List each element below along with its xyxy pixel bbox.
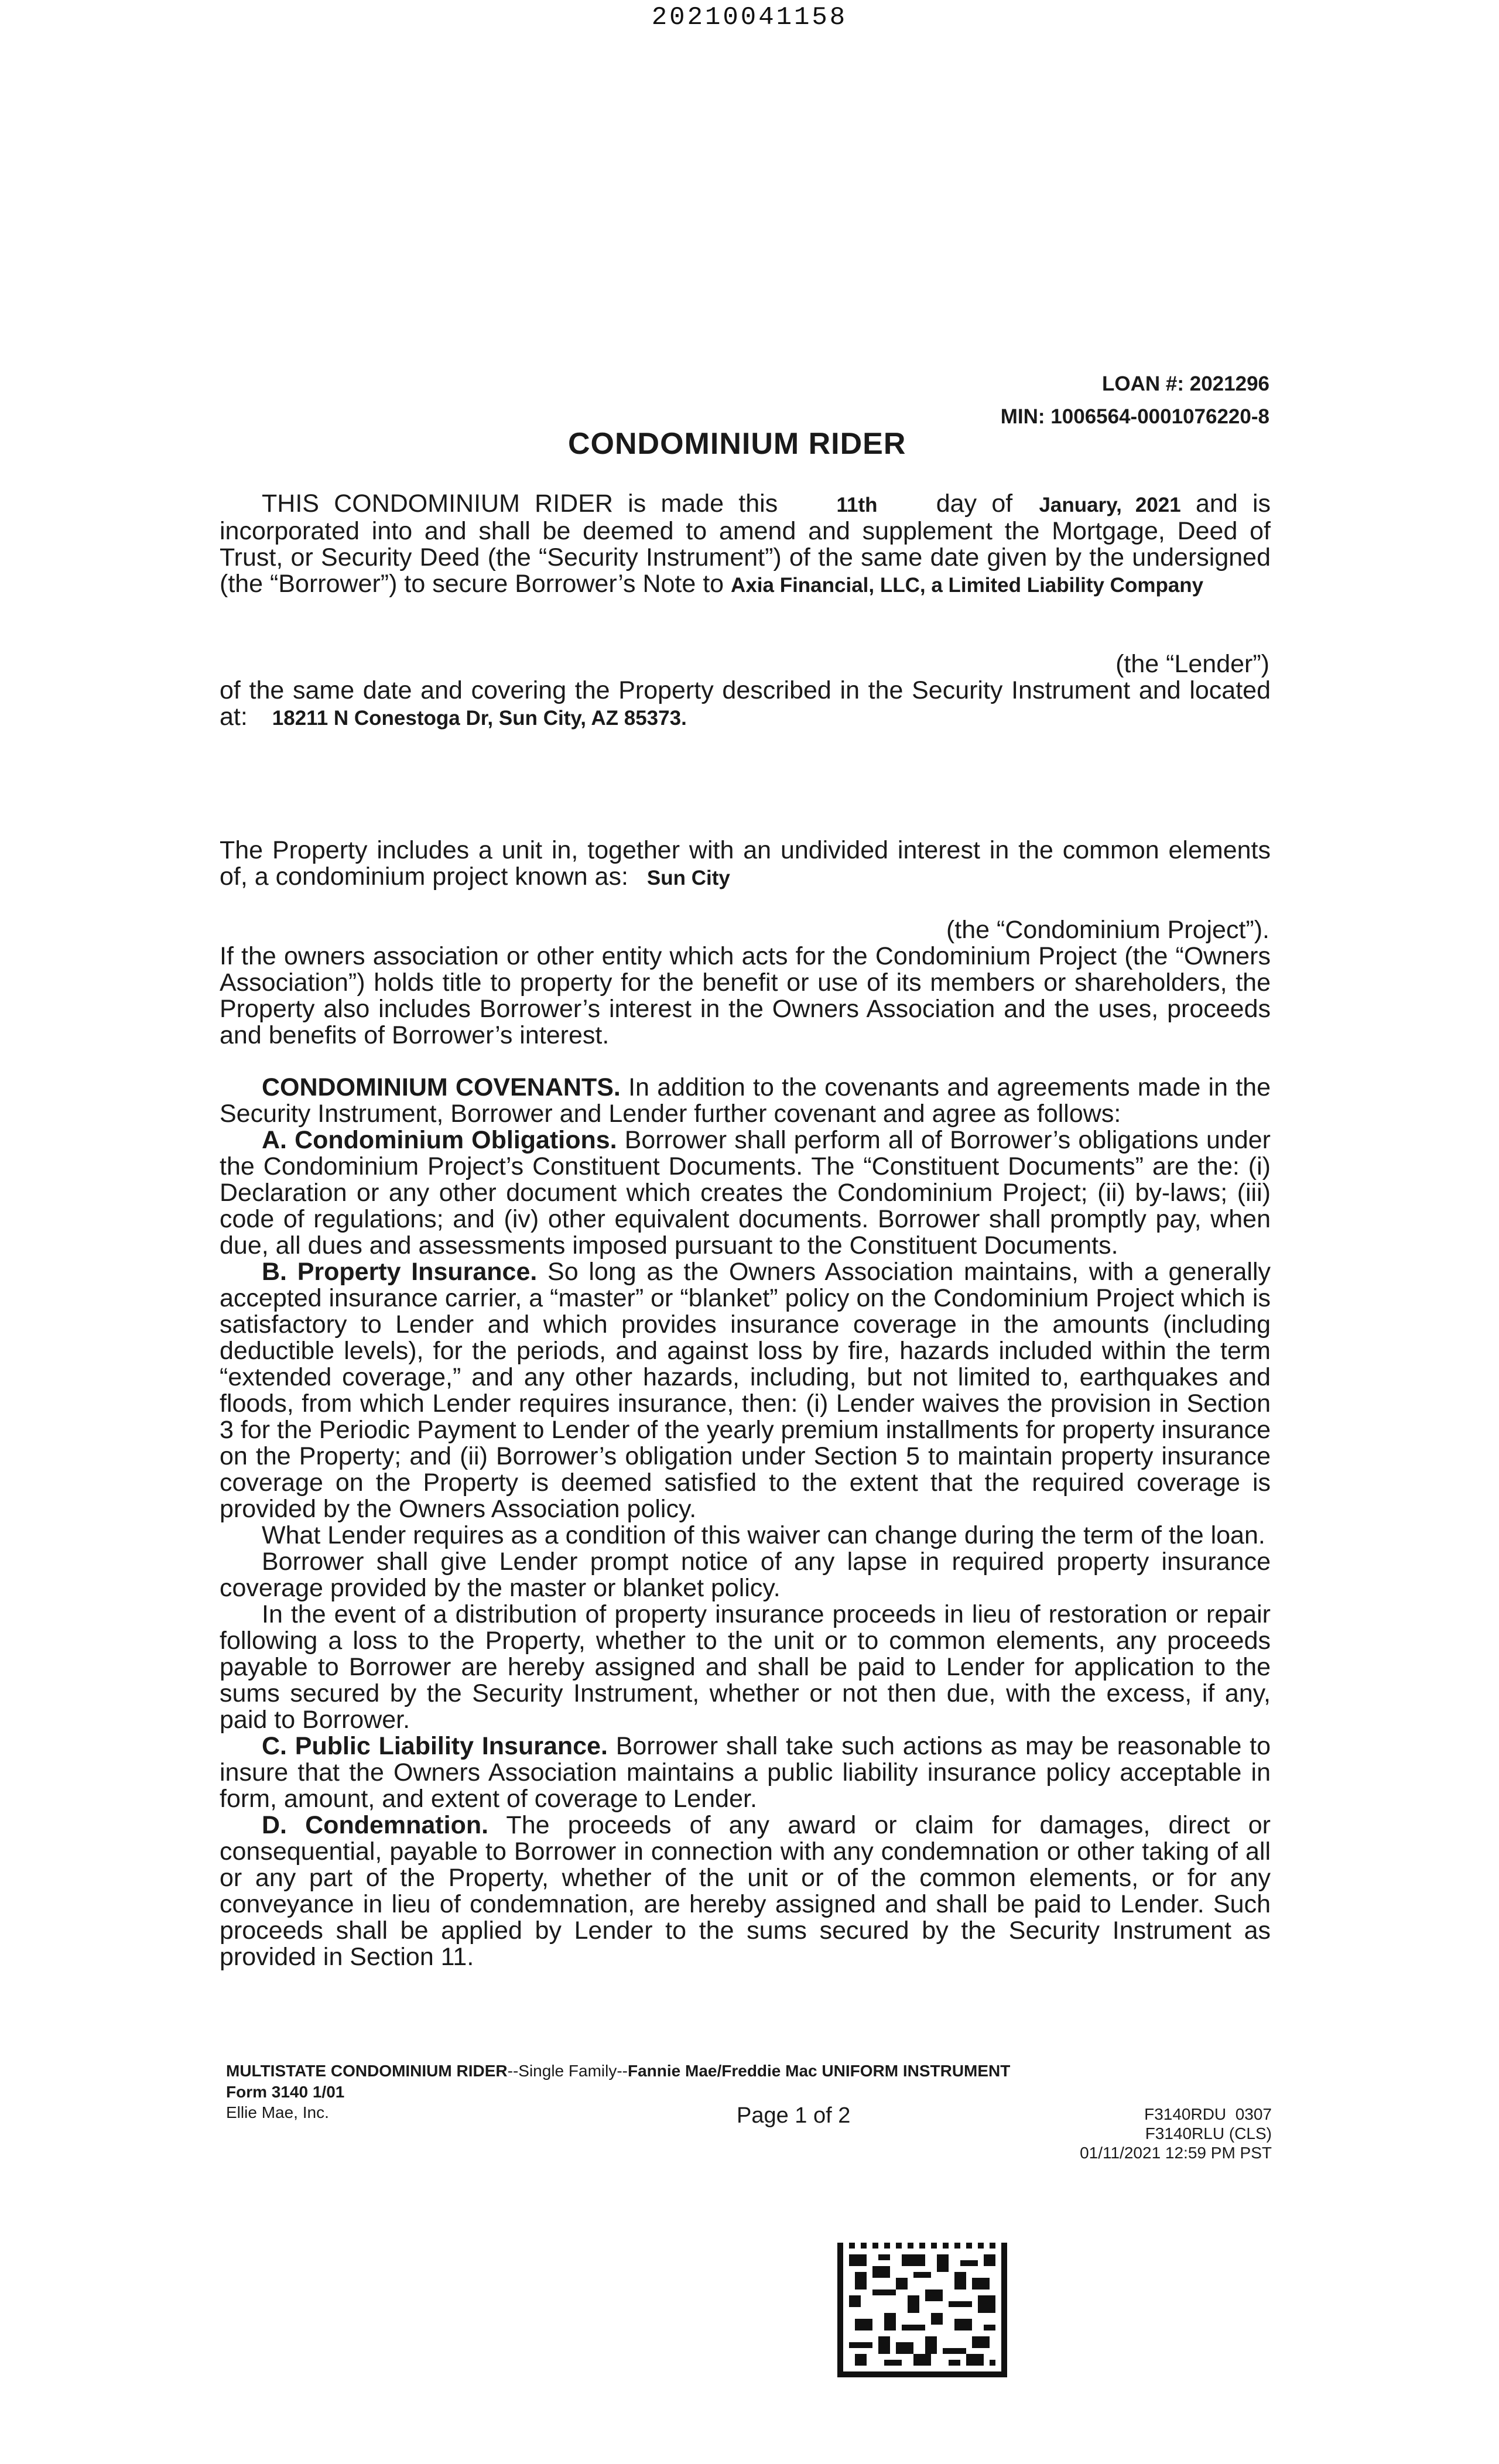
location-paragraph <box>220 677 1271 731</box>
location-text: of the same date and covering the Property described in the Security Instrument and located at: <box>220 676 1271 731</box>
footer-code-1: F3140RDU 0307 <box>1144 2105 1272 2123</box>
month-year-field: January, 2021 <box>1039 494 1181 516</box>
covenant-b <box>220 1259 1271 1522</box>
property-text: The Property includes a unit in, together with an undivided interest in the common elements of, a condominium project known as: <box>220 836 1271 891</box>
covenant-b-distribution-text: In the event of a distribution of property insurance proceeds in lieu of restoration or repair following a loss to the Property, whether to the unit or to common elements, any proceeds payable to Borrower are hereby assigned and shall be paid to Lender for application to the sums secured by the Security Instrument, whether or not then due, with the excess, if any, paid to Borrower. <box>220 1600 1271 1734</box>
covenants-intro <box>220 1074 1271 1127</box>
footer-codes <box>1080 2104 1272 2162</box>
covenant-b-notice <box>220 1549 1271 1601</box>
footer-form-line <box>226 2061 1280 2080</box>
covenant-a-text: Borrower shall perform all of Borrower’s obligations under the Condominium Project’s Constituent Documents. The “Constituent Documents” are the: (i) Declaration or any other document which creates the Condominium Project; (ii) by-laws; (iii) code of regulations; and (iv) other equivalent documents. Borrower shall promptly pay, when due, all dues and assessments imposed pursuant to the Constituent Documents. <box>220 1126 1271 1260</box>
covenants-heading: CONDOMINIUM COVENANTS. <box>262 1073 621 1101</box>
covenant-c-text: Borrower shall take such actions as may be reasonable to insure that the Owners Association maintains a public liability insurance policy acceptable in form, amount, and extent of coverage to Lender. <box>220 1732 1271 1813</box>
day-field: 11th <box>836 494 878 516</box>
footer-company: Ellie Mae, Inc. <box>226 2103 329 2121</box>
address-field: 18211 N Conestoga Dr, Sun City, AZ 85373. <box>272 707 687 730</box>
covenant-a-heading: A. Condominium Obligations. <box>262 1126 617 1154</box>
covenant-d-text: The proceeds of any award or claim for damages, direct or consequential, payable to Borrower in connection with any condemnation or other taking of all or any part of the Property, whether of the unit or of the common elements, or for any conveyance in lieu of condemnation, are hereby assigned and shall be paid to Lender. Such proceeds shall be applied by Lender to the sums secured by the Security Instrument as provided in Section 11. <box>220 1811 1271 1971</box>
page-number: Page 1 of 2 <box>737 2103 851 2128</box>
covenant-a <box>220 1127 1271 1259</box>
lender-label: (the “Lender”) <box>1115 650 1269 678</box>
footer-code-2: F3140RLU (CLS) <box>1145 2124 1272 2143</box>
covenant-d-heading: D. Condemnation. <box>262 1811 489 1839</box>
intro-text-1: THIS CONDOMINIUM RIDER is made this <box>262 490 778 518</box>
barcode-icon <box>837 2243 1007 2377</box>
covenant-b-distribution <box>220 1601 1271 1733</box>
project-label: (the “Condominium Project”). <box>946 916 1269 944</box>
covenant-c-heading: C. Public Liability Insurance. <box>262 1732 608 1760</box>
intro-paragraph <box>220 491 1271 598</box>
covenants-section <box>220 1074 1271 1970</box>
covenant-d <box>220 1812 1271 1970</box>
document-title: CONDOMINIUM RIDER <box>568 427 906 461</box>
lender-name-field: Axia Financial, LLC, a Limited Liability Company <box>731 574 1204 597</box>
covenant-b-waiver <box>220 1522 1271 1549</box>
footer-form-number: Form 3140 1/01 <box>226 2083 345 2101</box>
recording-number: 20210041158 <box>651 3 848 32</box>
covenant-b-waiver-text: What Lender requires as a condition of this waiver can change during the term of the loan. <box>262 1521 1265 1549</box>
covenant-b-heading: B. Property Insurance. <box>262 1258 538 1286</box>
project-name-field: Sun City <box>646 867 730 889</box>
intro-text-2: day of <box>936 490 1013 518</box>
footer-form-type: --Single Family-- <box>507 2062 628 2080</box>
covenant-c <box>220 1733 1271 1812</box>
owners-association-paragraph: If the owners association or other entity which acts for the Condominium Project (the “Owners Association”) holds title to property for the benefit or use of its members or shareholders, the Property also includes Borrower’s interest in the Owners Association and the uses, proceeds and benefits of Borrower’s interest. <box>220 942 1271 1049</box>
footer-form-name: MULTISTATE CONDOMINIUM RIDER <box>226 2062 508 2080</box>
intro-text-3: and is incorporated into and shall be deemed to amend and supplement the Mortgage, Deed of Trust, or Security Deed (the “Security Instrument”) of the same date given by the undersigned (the “Borrower”) to secure Borrower’s Note to <box>220 490 1271 598</box>
covenants-intro-text: In addition to the covenants and agreements made in the Security Instrument, Borrower and Lender further covenant and agree as follows: <box>220 1073 1271 1128</box>
footer-form-source: Fannie Mae/Freddie Mac UNIFORM INSTRUMENT <box>627 2062 1011 2080</box>
loan-info <box>1001 368 1269 433</box>
covenant-b-notice-text: Borrower shall give Lender prompt notice of any lapse in required property insurance coverage provided by the master or blanket policy. <box>220 1548 1271 1602</box>
covenant-b-text: So long as the Owners Association maintains, with a generally accepted insurance carrier, a “master” or “blanket” policy on the Condominium Project which is satisfactory to Lender and which provides insurance coverage in the amounts (including deductible levels), for the periods, and against loss by fire, hazards included within the term “extended coverage,” and any other hazards, including, but not limited to, earthquakes and floods, from which Lender requires insurance, then: (i) Lender waives the provision in Section 3 for the Periodic Payment to Lender of the yearly premium installments for property insurance on the Property; and (ii) Borrower’s obligation under Section 5 to maintain property insurance coverage on the Property is deemed satisfied to the extent that the required coverage is provided by the Owners Association policy. <box>220 1258 1271 1523</box>
property-paragraph <box>220 837 1271 891</box>
min-number: MIN: 1006564-0001076220-8 <box>1000 405 1269 428</box>
loan-number: LOAN #: 2021296 <box>1102 372 1269 395</box>
footer-timestamp: 01/11/2021 12:59 PM PST <box>1080 2144 1272 2162</box>
